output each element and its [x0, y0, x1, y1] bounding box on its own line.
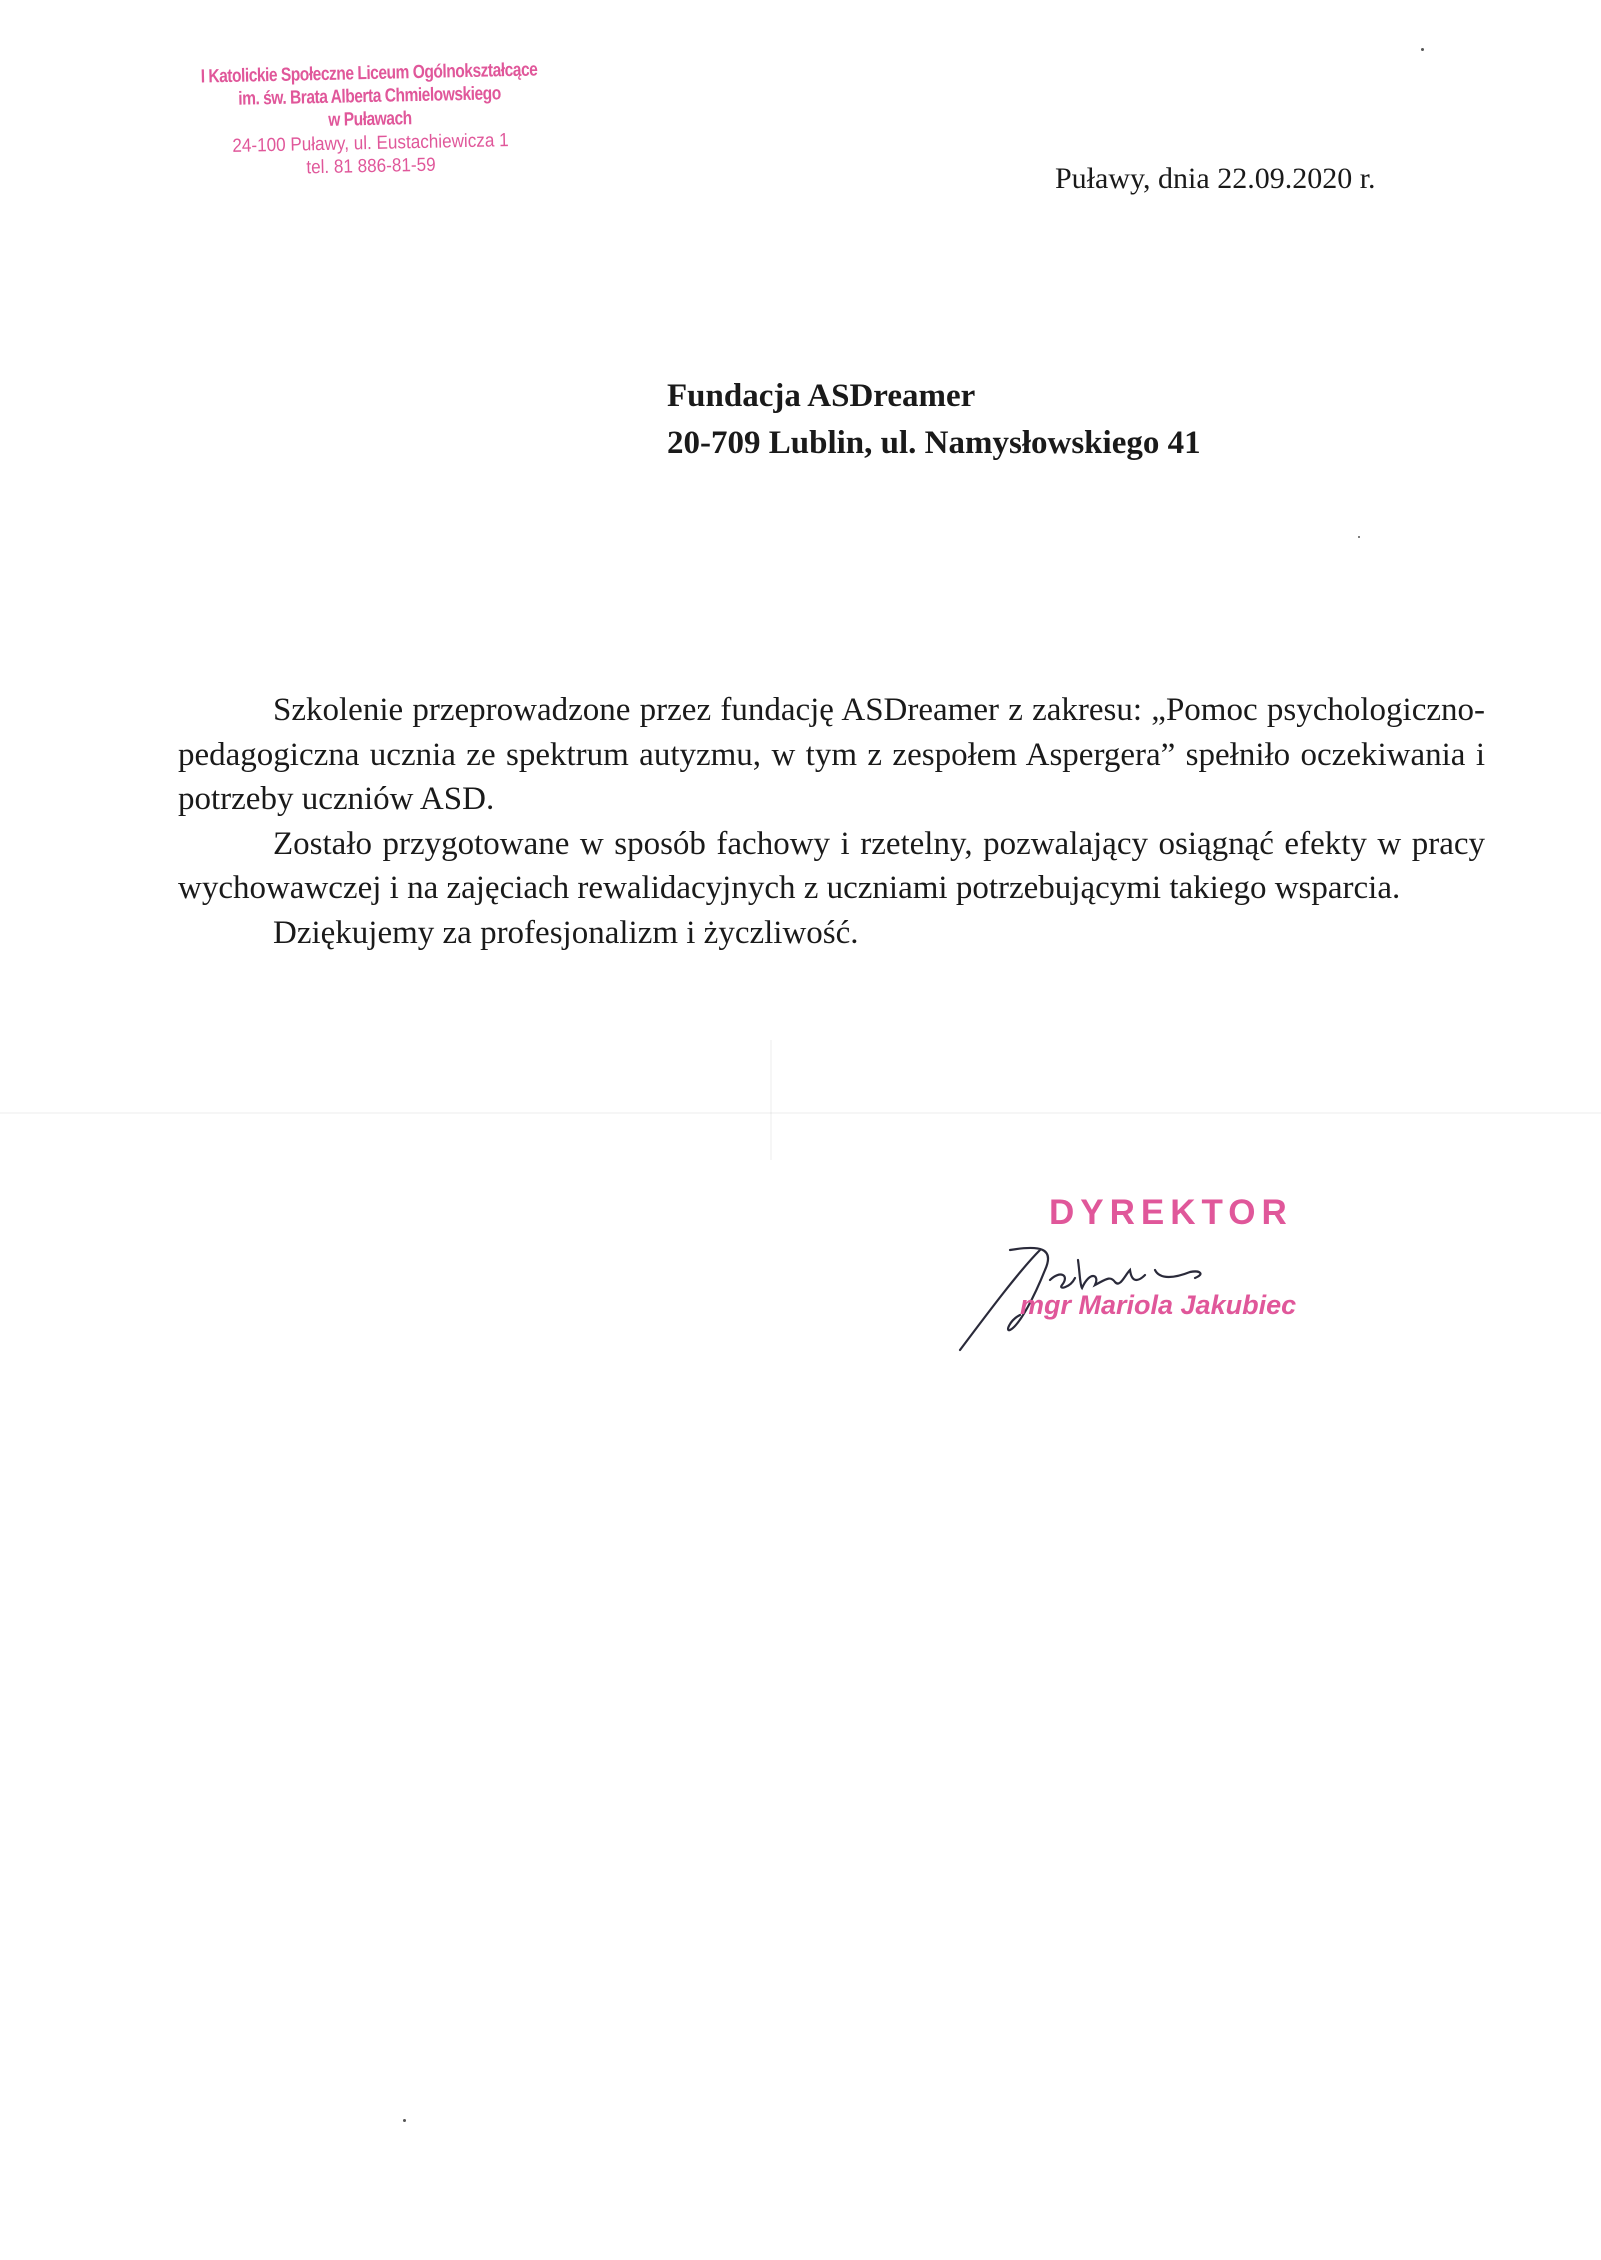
- stamp-line-1: I Katolickie Społeczne Liceum Ogólnokształcące: [200, 59, 538, 88]
- letter-body: [178, 688, 1485, 955]
- scan-speck: [403, 2119, 406, 2122]
- body-paragraph-1: Szkolenie przeprowadzone przez fundację ASDreamer z zakresu: „Pomoc psychologiczno-pedagogiczna ucznia ze spektrum autyzmu, w tym z zespołem Aspergera” spełniło oczekiwania i potrzeby uczniów ASD.: [178, 692, 1485, 817]
- stamp-line-3: w Puławach: [328, 108, 412, 132]
- letter-date: Puławy, dnia 22.09.2020 r.: [1055, 162, 1376, 195]
- recipient-address: 20-709 Lublin, ul. Namysłowskiego 41: [667, 425, 1201, 461]
- signature-name-stamp: mgr Mariola Jakubiec: [1020, 1290, 1297, 1320]
- stamp-line-2: im. św. Brata Alberta Chmielowskiego: [238, 83, 501, 110]
- paper-fold-vertical: [770, 1040, 772, 1160]
- paper-fold-horizontal: [0, 1112, 1601, 1114]
- stamp-line-5: tel. 81 886-81-59: [306, 154, 436, 179]
- signature-title-stamp: DYREKTOR: [1049, 1193, 1293, 1232]
- scan-speck: [1421, 48, 1424, 51]
- recipient-block: [667, 373, 1201, 467]
- school-stamp: [149, 57, 591, 182]
- body-paragraph-3: Dziękujemy za profesjonalizm i życzliwość.: [273, 914, 859, 951]
- stamp-line-4: 24-100 Puławy, ul. Eustachiewicza 1: [232, 129, 509, 157]
- scan-speck: [1358, 536, 1360, 538]
- recipient-name: Fundacja ASDreamer: [667, 378, 976, 414]
- body-paragraph-2: Zostało przygotowane w sposób fachowy i rzetelny, pozwalający osiągnąć efekty w pracy wychowawczej i na zajęciach rewalidacyjnych z uczniami potrzebującymi takiego wsparcia.: [178, 825, 1485, 906]
